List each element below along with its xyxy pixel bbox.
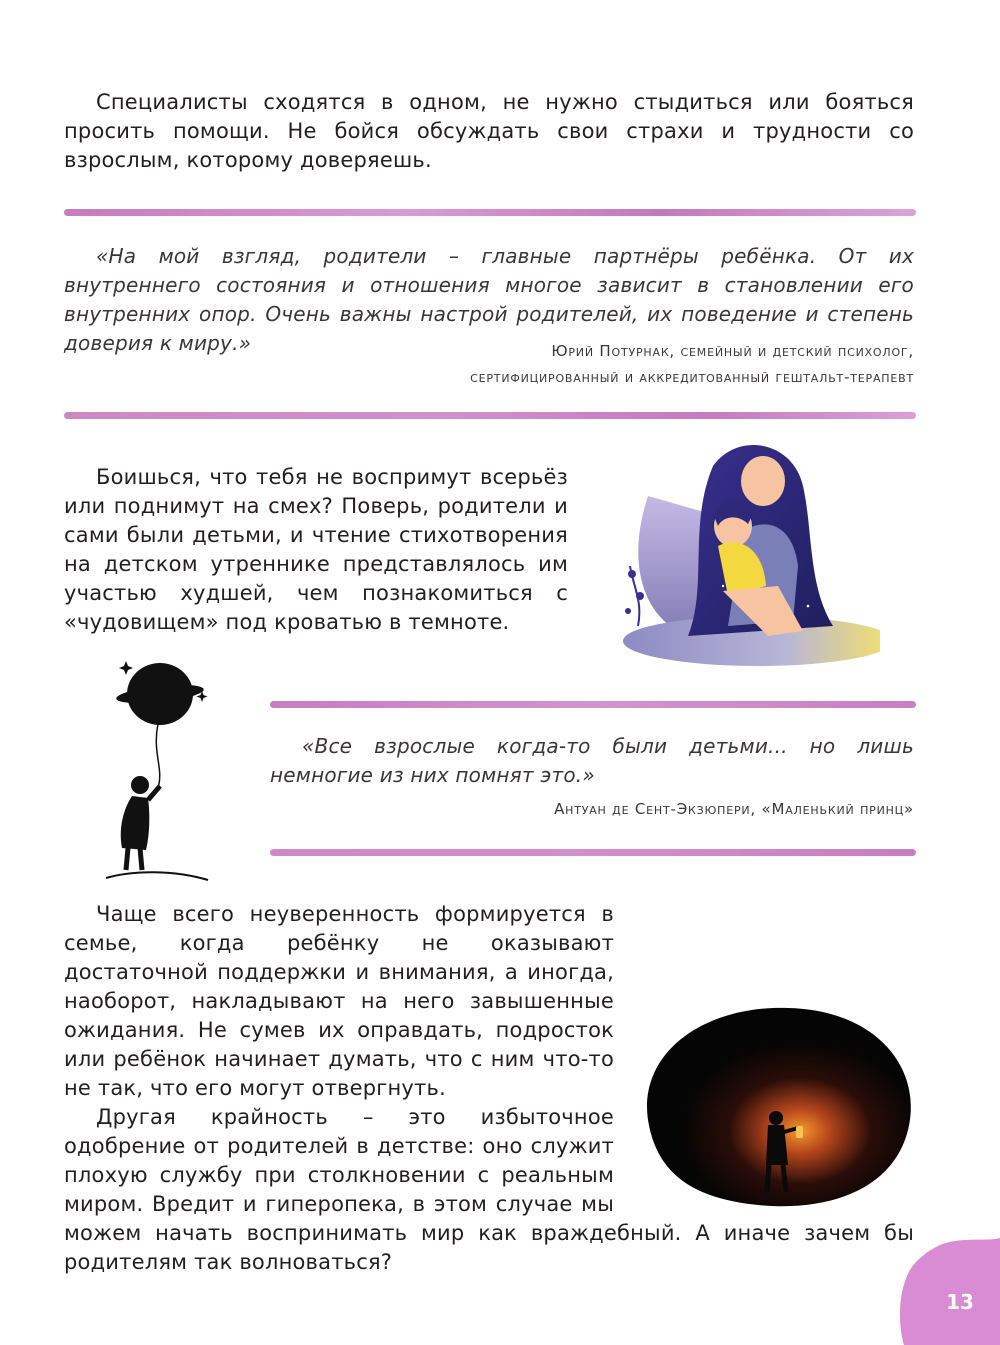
- quote-exupery: «Все взрослые когда-то были детьми... но лишь немногие из них помнят это.»: [270, 734, 914, 787]
- divider-top-quote2: [270, 701, 916, 708]
- quote-psychologist: «На мой взгляд, родители – главные партнёры ребёнка. От их внутреннего состояния и отношения многое зависит в становлении его внутренних опор. Очень важны настрой родителей, их поведение и степень доверия к миру.»: [64, 244, 914, 355]
- divider-top-quote: [64, 209, 916, 216]
- family-paragraph-1: Чаще всего неуверенность формируется в семье, когда ребёнку не оказывают достаточной поддержки и внимания, а иногда, наоборот, накладывают на него завышенные ожидания. Не сумев их оправдать, подросток или ребёнок начинает думать, что с ним что-то не так, что его могут отвергнуть.: [64, 902, 614, 1100]
- family-paragraph-2: Другая крайность – это избыточное одобрение от родителей в детстве: оно служит плохую службу при столкновении с реальным миром. Вредит и гиперопека, в этом случае мы можем начать воспринимать мир как враждебный. А иначе зачем бы родителям так волноваться?: [64, 1105, 914, 1274]
- quote-psychologist-credentials: сертифицированный и аккредитованный гештальт-терапевт: [470, 368, 914, 386]
- fear-paragraph: Боишься, что тебя не воспримут всерьёз или поднимут на смех? Поверь, родители и сами были детьми, и чтение стихотворения на детском утреннике представлялось им участью худшей, чем познакомиться с «чудовищем» под кроватью в темноте.: [64, 465, 568, 634]
- intro-paragraph: Специалисты сходятся в одном, не нужно стыдиться или бояться просить помощи. Не бойся обсуждать свои страхи и трудности со взрослым, которому доверяешь.: [64, 90, 914, 172]
- lantern-man-illustration: [638, 1000, 918, 1210]
- boy-balloon-silhouette: [104, 658, 214, 883]
- divider-bottom-quote: [64, 412, 916, 419]
- divider-bottom-quote2: [270, 849, 916, 856]
- quote-psychologist-author: Юрий Потурнак, семейный и детский психолог,: [551, 342, 914, 360]
- mother-child-illustration: [618, 436, 880, 668]
- quote-exupery-author: Антуан де Сент-Экзюпери, «Маленький принц»: [554, 800, 914, 818]
- page-number: 13: [946, 1290, 974, 1314]
